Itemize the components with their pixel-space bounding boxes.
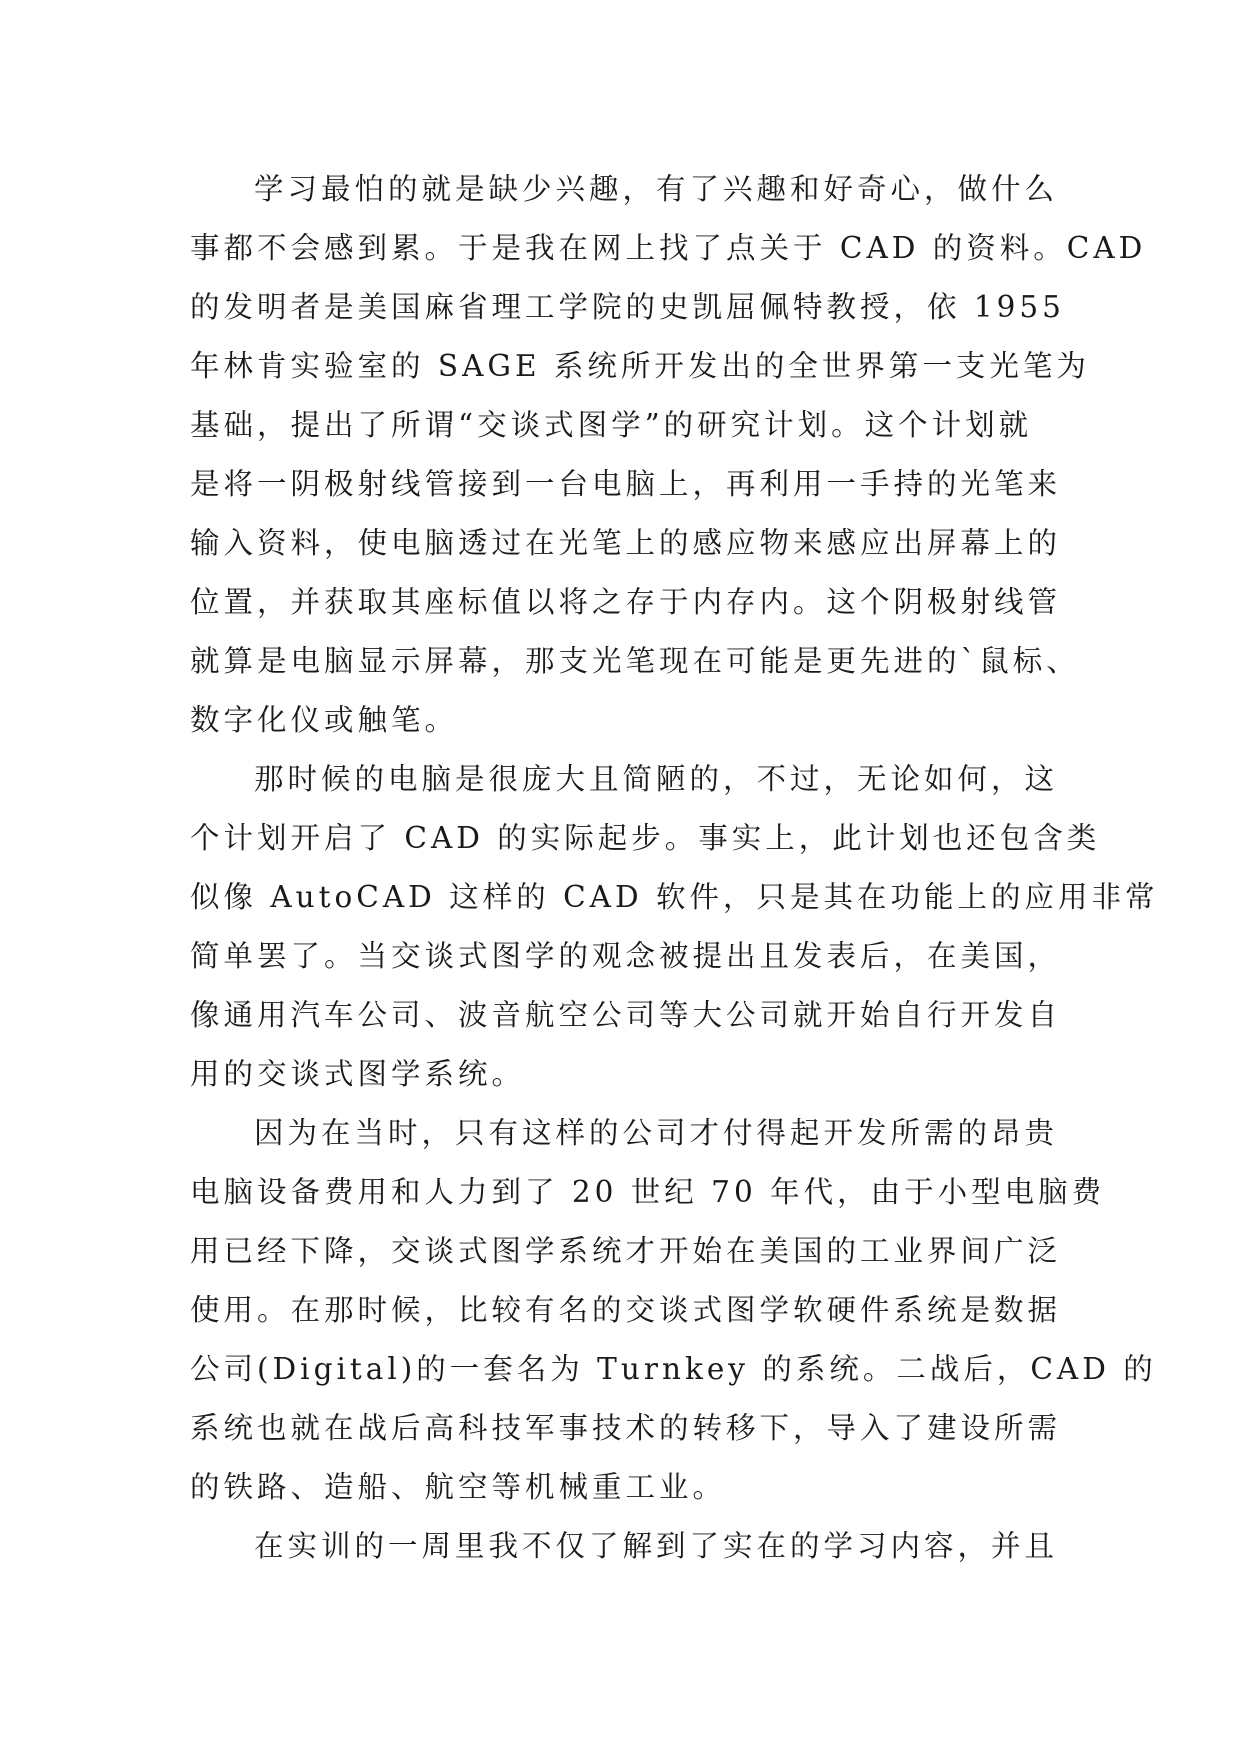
text-line: 似像 AutoCAD 这样的 CAD 软件，只是其在功能上的应用非常 xyxy=(190,880,1159,914)
paragraph-1 xyxy=(190,160,1147,750)
text-line: 使用。在那时候，比较有名的交谈式图学软硬件系统是数据 xyxy=(190,1293,1062,1327)
paragraph-2 xyxy=(190,750,1159,1104)
text-line: 公司(Digital)的一套名为 Turnkey 的系统。二战后，CAD 的 xyxy=(190,1352,1157,1386)
text-line: 就算是电脑显示屏幕，那支光笔现在可能是更先进的`鼠标、 xyxy=(190,644,1080,678)
text-line: 学习最怕的就是缺少兴趣，有了兴趣和好奇心，做什么 xyxy=(254,172,1059,206)
document-body xyxy=(190,160,1159,1576)
text-line: 输入资料，使电脑透过在光笔上的感应物来感应出屏幕上的 xyxy=(190,526,1062,560)
text-line: 系统也就在战后高科技军事技术的转移下，导入了建设所需 xyxy=(190,1411,1062,1445)
text-line: 是将一阴极射线管接到一台电脑上，再利用一手持的光笔来 xyxy=(190,467,1062,501)
paragraph-4 xyxy=(190,1517,1060,1576)
text-line: 事都不会感到累。于是我在网上找了点关于 CAD 的资料。CAD xyxy=(190,231,1147,265)
text-line: 位置，并获取其座标值以将之存于内存内。这个阴极射线管 xyxy=(190,585,1062,619)
text-line: 用已经下降，交谈式图学系统才开始在美国的工业界间广泛 xyxy=(190,1234,1062,1268)
text-line: 的铁路、造船、航空等机械重工业。 xyxy=(190,1470,727,1504)
text-line: 年林肯实验室的 SAGE 系统所开发出的全世界第一支光笔为 xyxy=(190,349,1090,383)
text-line: 电脑设备费用和人力到了 20 世纪 70 年代，由于小型电脑费 xyxy=(190,1175,1106,1209)
text-line: 个计划开启了 CAD 的实际起步。事实上，此计划也还包含类 xyxy=(190,821,1101,855)
text-line: 在实训的一周里我不仅了解到了实在的学习内容，并且 xyxy=(254,1529,1059,1563)
text-line: 的发明者是美国麻省理工学院的史凯屈佩特教授，依 1955 xyxy=(190,290,1065,324)
paragraph-3 xyxy=(190,1104,1157,1517)
text-line: 简单罢了。当交谈式图学的观念被提出且发表后，在美国， xyxy=(190,939,1062,973)
text-line: 因为在当时，只有这样的公司才付得起开发所需的昂贵 xyxy=(254,1116,1059,1150)
text-line: 基础，提出了所谓“交谈式图学”的研究计划。这个计划就 xyxy=(190,408,1033,442)
text-line: 用的交谈式图学系统。 xyxy=(190,1057,526,1091)
text-line: 像通用汽车公司、波音航空公司等大公司就开始自行开发自 xyxy=(190,998,1062,1032)
text-line: 那时候的电脑是很庞大且简陋的，不过，无论如何，这 xyxy=(254,762,1059,796)
text-line: 数字化仪或触笔。 xyxy=(190,703,459,737)
